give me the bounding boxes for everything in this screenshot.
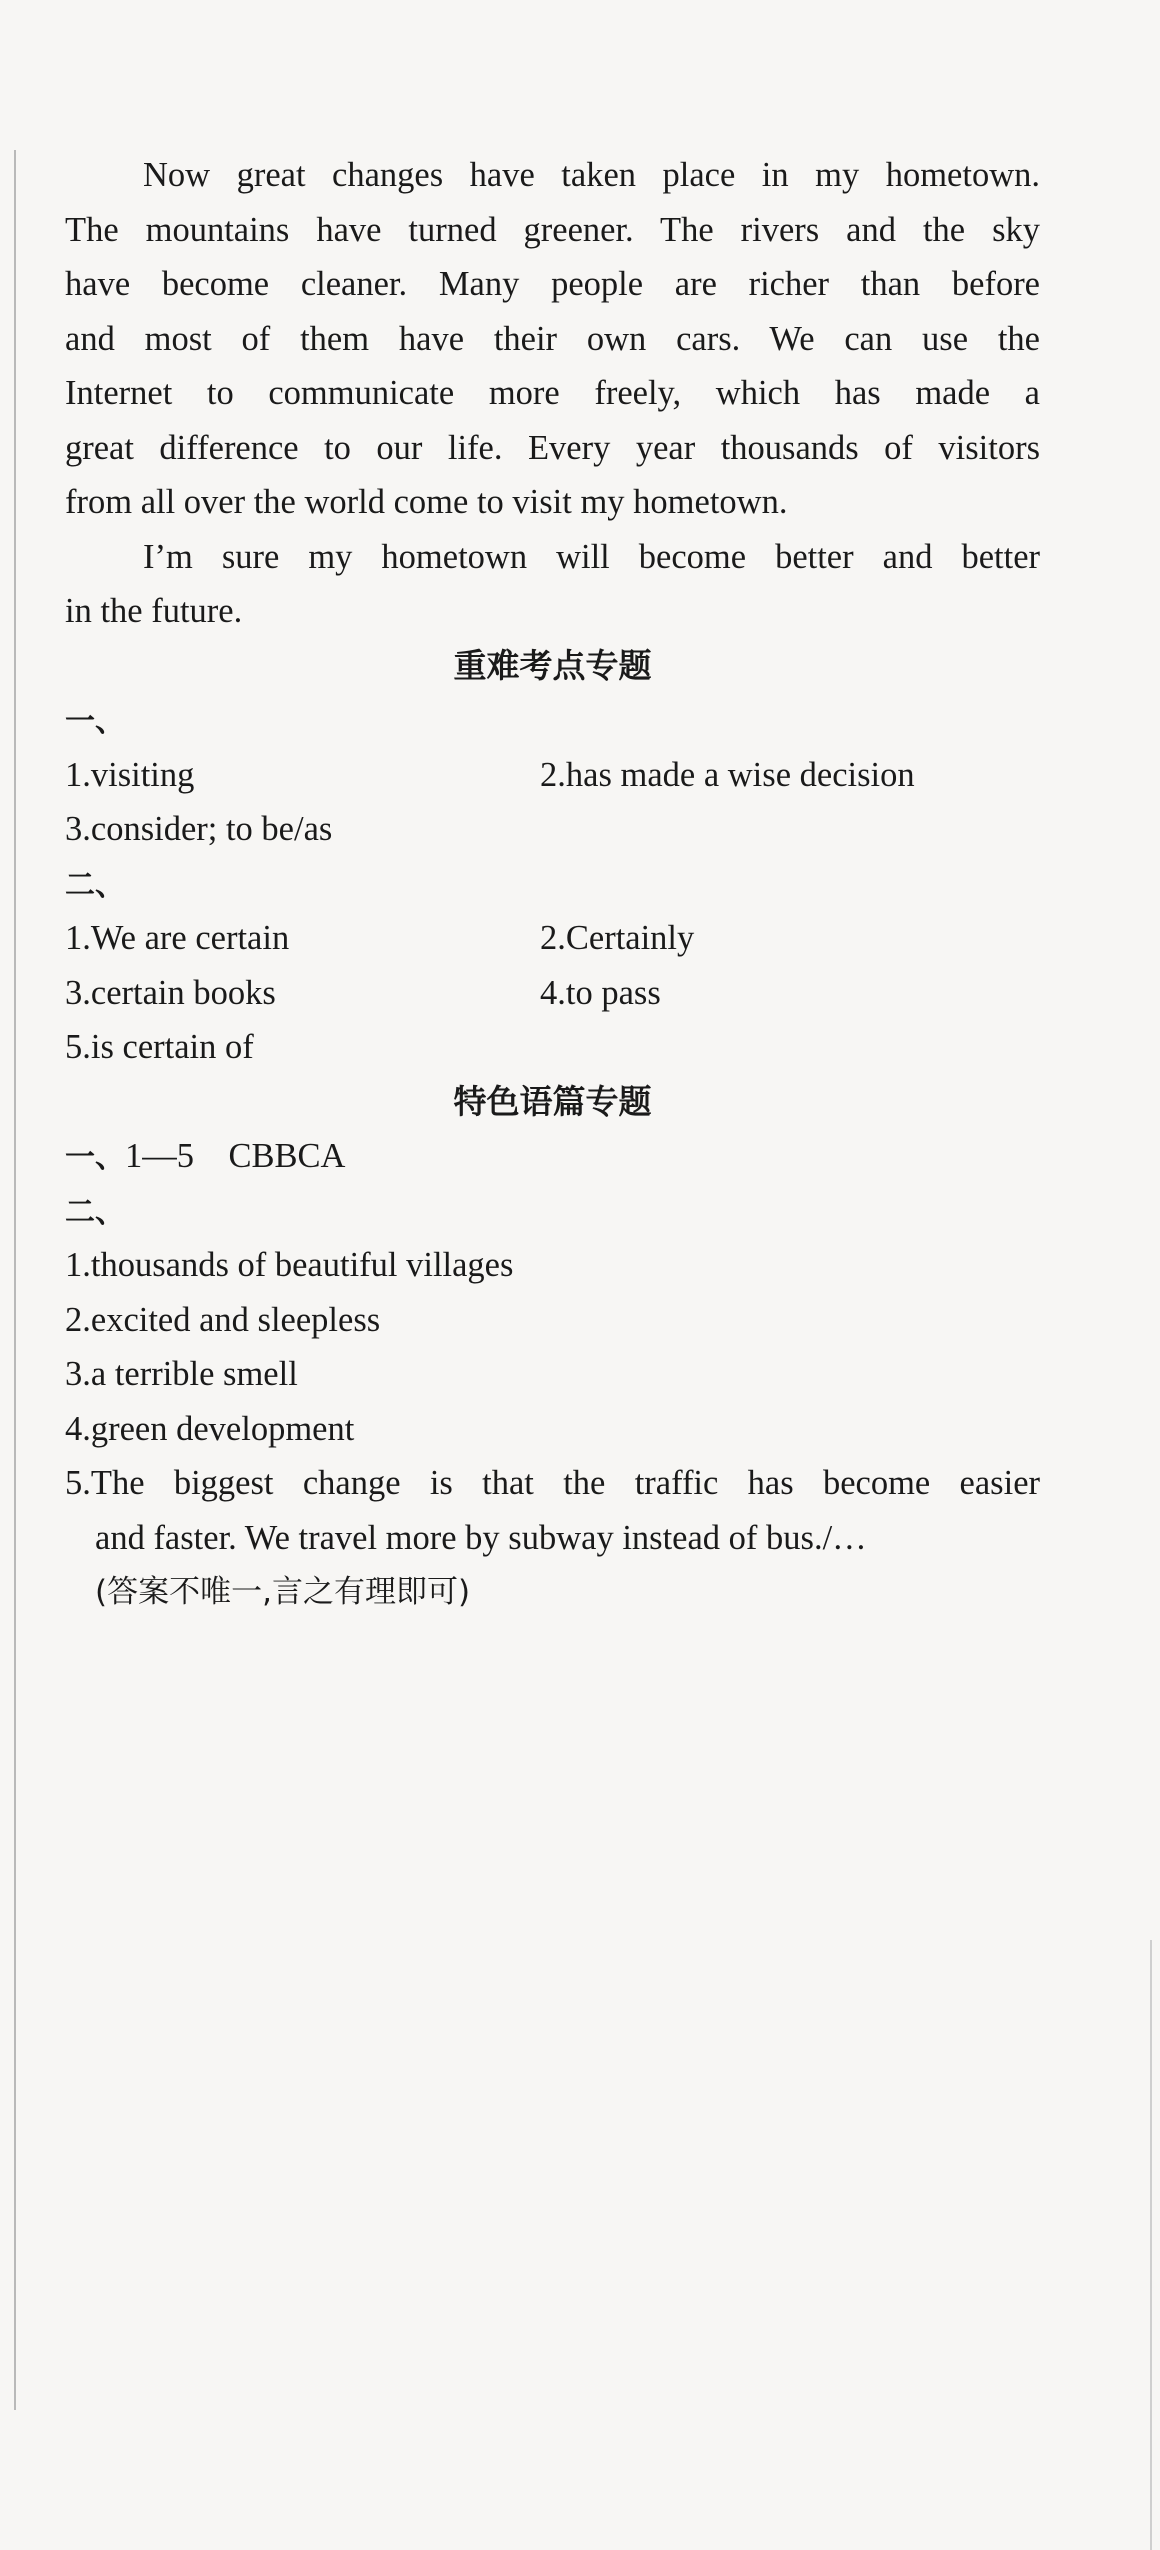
essay-paragraph-2 [65,530,1040,639]
essay-line: Now great changes have taken place in my hometown. [143,156,1040,194]
answer-item: 2.excited and sleepless [65,1300,381,1339]
part-label-text: 二、 [65,867,125,903]
answer-row [65,966,1040,1021]
part-label-text: 一、 [65,704,125,739]
part-label-text: 二、 [65,1194,125,1230]
answer-row [65,748,1040,803]
essay-line: and most of them have their own cars. We can use the [65,319,1040,358]
answer-item: 3.certain books [65,973,276,1012]
answer-item: 3.a terrible smell [65,1355,298,1393]
essay-line: I’m sure my hometown will become better and better [143,537,1040,576]
answer-page [65,148,1040,1620]
answer-item: 2.has made a wise decision [540,755,915,794]
essay-line: in the future. [65,592,243,630]
answer-item-continuation: and faster. We travel more by subway instead of bus./… [95,1518,867,1557]
section-title-key-points: 重难考点专题 [453,645,652,685]
choice-answers: 1—5 CBBCA [125,1137,346,1175]
right-margin-rule [1150,1940,1152,2550]
answer-item: 1.thousands of beautiful villages [65,1246,514,1284]
essay-paragraph-1 [65,148,1040,530]
answer-note: (答案不唯一,言之有理即可) [95,1574,471,1610]
answer-item: 5.The biggest change is that the traffic has become easier [65,1464,1040,1502]
answer-row [65,911,1040,966]
answer-item: 2.Certainly [540,919,695,957]
essay-line: from all over the world come to visit my hometown. [65,483,788,521]
answer-row [65,1129,1040,1184]
answer-item: 4.green development [65,1409,355,1448]
answer-item: 1.We are certain [65,919,290,957]
section-title-featured-texts: 特色语篇专题 [453,1081,652,1121]
part-label [65,1184,1040,1239]
part-label [65,857,1040,912]
answer-item: 1.visiting [65,755,195,794]
answer-item: 5.is certain of [65,1028,254,1066]
essay-line: have become cleaner. Many people are richer than before [65,265,1040,303]
answer-item: 4.to pass [540,973,661,1012]
answer-item: 3.consider; to be/as [65,810,333,848]
essay-line: great difference to our life. Every year thousands of visitors [65,428,1040,467]
part-label [65,693,1040,748]
part-label-text: 一、 [65,1140,125,1175]
margin-rule [14,150,16,2410]
essay-line: The mountains have turned greener. The rivers and the sky [65,210,1040,249]
essay-line: Internet to communicate more freely, which has made a [65,374,1040,412]
